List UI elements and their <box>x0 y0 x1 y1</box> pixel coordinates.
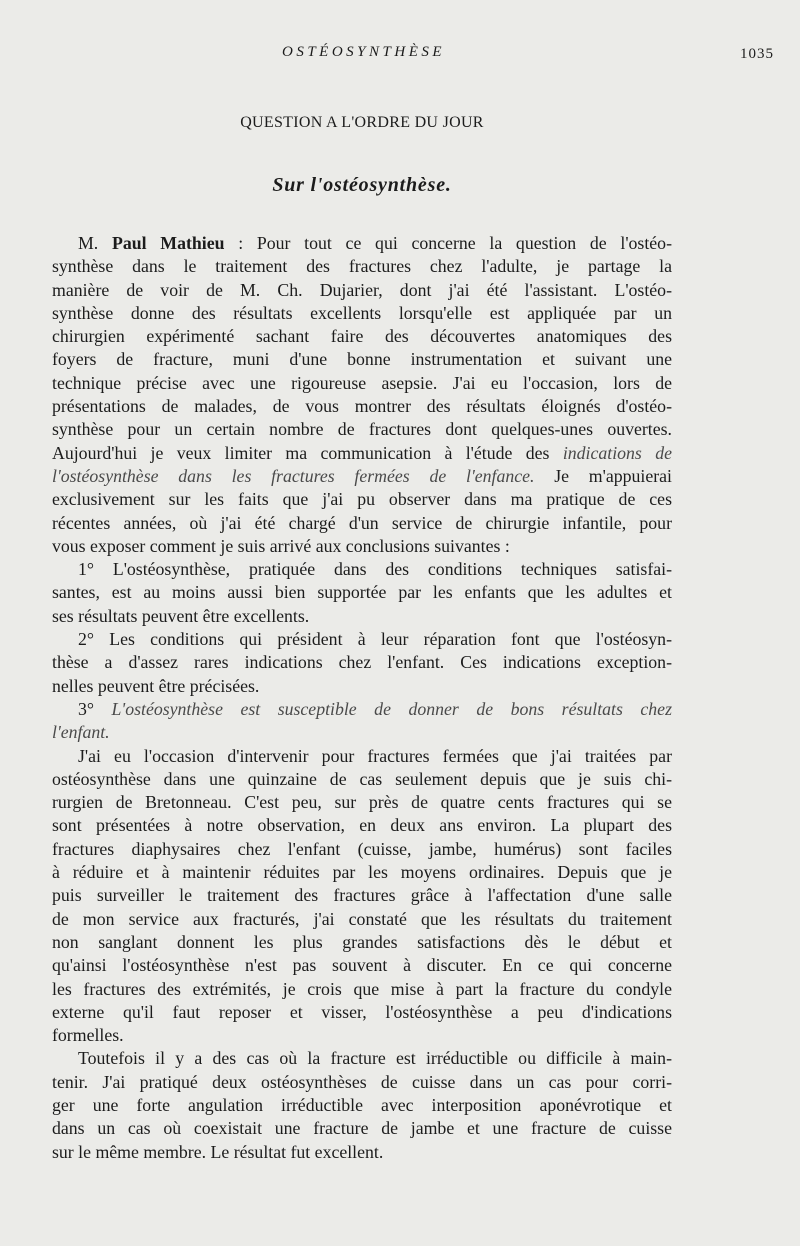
paragraph-line: qu'ainsi l'ostéosynthèse n'est pas souvent à discuter. En ce qui concerne <box>52 955 672 976</box>
paragraph-line: ger une forte angulation irréductible avec interposition aponévrotique et <box>52 1094 672 1115</box>
paragraph-line: sur le même membre. Le résultat fut excellent. <box>52 1141 384 1162</box>
paragraph-line: l'ostéosynthèse dans les fractures fermées de l'enfance. Je m'appuierai <box>52 465 672 486</box>
paragraph-line: dans un cas où coexistait une fracture de jambe et une fracture de cuisse <box>52 1118 672 1139</box>
list-item-3-line: l'enfant. <box>52 722 110 743</box>
article-title: Sur l'ostéosynthèse. <box>272 174 452 196</box>
paragraph-line: externe qu'il faut reposer et visser, l'ostéosynthèse a peu d'indications <box>52 1001 672 1022</box>
paragraph-line: technique précise avec une rigoureuse asepsie. J'ai eu l'occasion, lors de <box>52 372 672 393</box>
article-body <box>52 232 672 1164</box>
paragraph-line: fractures diaphysaires chez l'enfant (cuisse, jambe, humérus) sont faciles <box>52 838 672 859</box>
list-item-3-line: 3° L'ostéosynthèse est susceptible de donner de bons résultats chez <box>78 698 672 719</box>
paragraph-line: J'ai eu l'occasion d'intervenir pour fractures fermées que j'ai traitées par <box>78 745 672 766</box>
list-item-2-line: 2° Les conditions qui président à leur réparation font que l'ostéosyn- <box>78 629 672 650</box>
list-item-1-line: ses résultats peuvent être excellents. <box>52 605 310 626</box>
paragraph-line: foyers de fracture, muni d'une bonne instrumentation et suivant une <box>52 349 672 370</box>
paragraph-line: exclusivement sur les faits que j'ai pu observer dans ma pratique de ces <box>52 489 672 510</box>
italic-emphasis: L'ostéosynthèse est susceptible de donner de bons résultats chez <box>111 698 672 719</box>
paragraph-line: Aujourd'hui je veux limiter ma communication à l'étude des indications de <box>52 442 672 463</box>
paragraph-line: non sanglant donnent les plus grandes satisfactions dès le début et <box>52 931 672 952</box>
section-heading: QUESTION A L'ORDRE DU JOUR <box>240 114 484 131</box>
paragraph-line: formelles. <box>52 1025 124 1046</box>
paragraph-line: rurgien de Bretonneau. C'est peu, sur près de quatre cents fractures qui se <box>52 792 672 813</box>
list-item-2-line: nelles peuvent être précisées. <box>52 675 260 696</box>
paragraph-line: à réduire et à maintenir réduites par les moyens ordinaires. Depuis que je <box>52 862 672 883</box>
paragraph-line: M. Paul Mathieu : Pour tout ce qui concerne la question de l'ostéo- <box>78 233 672 253</box>
speaker-name: Paul Mathieu <box>111 233 225 253</box>
paragraph-line: de mon service aux fracturés, j'ai constaté que les résultats du traitement <box>52 908 672 929</box>
paragraph-line: chirurgien expérimenté sachant faire des découvertes anatomiques des <box>52 326 672 347</box>
paragraph-line: manière de voir de M. Ch. Dujarier, dont j'ai été l'assistant. L'ostéo- <box>52 279 672 300</box>
paragraph-line: récentes années, où j'ai été chargé d'un service de chirurgie infantile, pour <box>52 512 672 533</box>
paragraph-line: tenir. J'ai pratiqué deux ostéosynthèses de cuisse dans un cas pour corri- <box>52 1071 672 1092</box>
paragraph-line: les fractures des extrémités, je crois que mise à part la fracture du condyle <box>52 978 672 999</box>
running-head: OSTÉOSYNTHÈSE <box>282 44 446 60</box>
speaker-prefix: M. <box>78 233 99 253</box>
italic-emphasis: l'ostéosynthèse dans les fractures fermées de l'enfance. <box>52 465 535 486</box>
paragraph-line: synthèse dans le traitement des fractures chez l'adulte, je partage la <box>52 256 672 277</box>
list-item-2-line: thèse a d'assez rares indications chez l'enfant. Ces indications exception- <box>52 652 672 673</box>
paragraph-line: sont présentées à notre observation, en deux ans environ. La plupart des <box>52 815 672 836</box>
paragraph-line: ostéosynthèse dans une quinzaine de cas seulement depuis que je suis chi- <box>52 768 672 789</box>
paragraph-line: vous exposer comment je suis arrivé aux conclusions suivantes : <box>52 535 510 556</box>
list-item-1-line: santes, est au moins aussi bien supportée par les enfants que les adultes et <box>52 582 672 603</box>
paragraph-line: puis surveiller le traitement des fractures grâce à l'affectation d'une salle <box>52 885 672 906</box>
italic-emphasis: indications de <box>562 442 672 463</box>
list-item-1-line: 1° L'ostéosynthèse, pratiquée dans des conditions techniques satisfai- <box>78 559 672 580</box>
paragraph-line: synthèse pour un certain nombre de fractures dont quelques-unes ouvertes. <box>52 419 672 440</box>
paragraph-line: présentations de malades, de vous montrer des résultats éloignés d'ostéo- <box>52 396 672 417</box>
paragraph-line: synthèse donne des résultats excellents lorsqu'elle est appliquée par un <box>52 302 672 323</box>
paragraph-line: Toutefois il y a des cas où la fracture est irréductible ou difficile à main- <box>78 1048 672 1069</box>
page-number: 1035 <box>740 46 774 62</box>
